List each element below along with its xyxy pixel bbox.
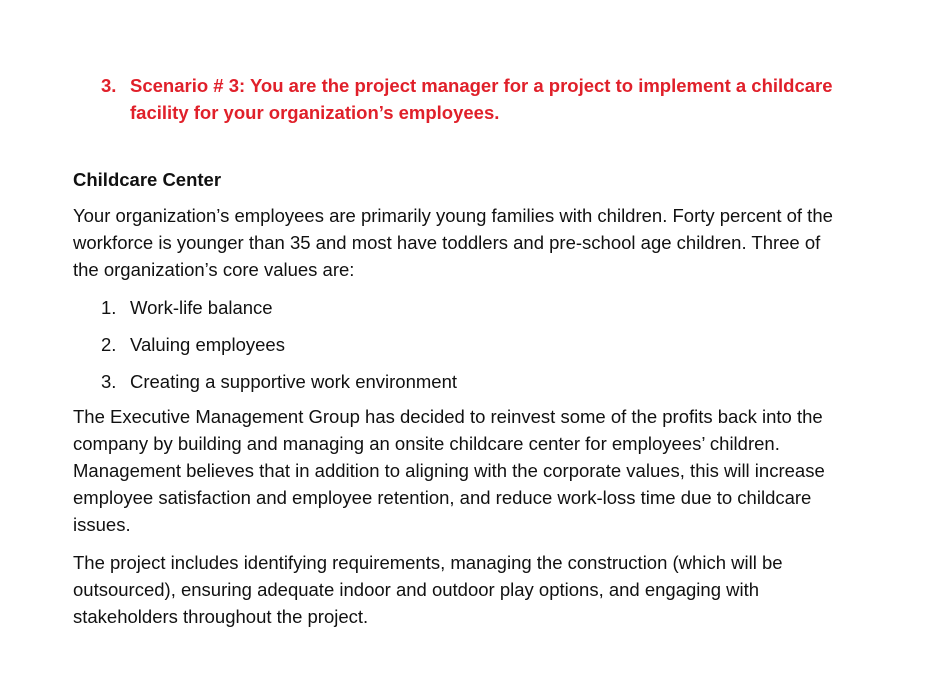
list-item-number: 1. xyxy=(101,297,117,318)
list-item-label: Creating a supportive work environment xyxy=(130,371,457,392)
list-item xyxy=(101,294,801,331)
project-scope-paragraph: The project includes identifying requirements, managing the construction (which will be outsourced), ensuring adequate indoor and outdoor play options, and engaging with stakeholders throughout the project. xyxy=(73,552,783,627)
list-item-number: 3. xyxy=(101,371,117,392)
scenario-number: 3. xyxy=(101,75,117,96)
list-item xyxy=(101,331,801,368)
list-item xyxy=(101,368,801,405)
list-item-number: 2. xyxy=(101,334,117,355)
core-values-list xyxy=(101,294,801,405)
list-item-label: Work-life balance xyxy=(130,297,273,318)
intro-paragraph: Your organization’s employees are primarily young families with children. Forty percent of the workforce is younger than 35 and most have toddlers and pre-school age children. Three of the organization’s core values are: xyxy=(73,205,833,280)
section-heading: Childcare Center xyxy=(73,169,222,190)
management-paragraph: The Executive Management Group has decided to reinvest some of the profits back into the company by building and managing an onsite childcare center for employees’ children. Management believes that in addition to aligning with the corporate values, this will increase employee satisfaction and employee retention, and reduce work-loss time due to childcare issues. xyxy=(73,406,825,535)
list-item-label: Valuing employees xyxy=(130,334,285,355)
scenario-title xyxy=(101,72,861,126)
scenario-text: Scenario # 3: You are the project manager for a project to implement a childcare facility for your organization’s employees. xyxy=(130,75,833,123)
